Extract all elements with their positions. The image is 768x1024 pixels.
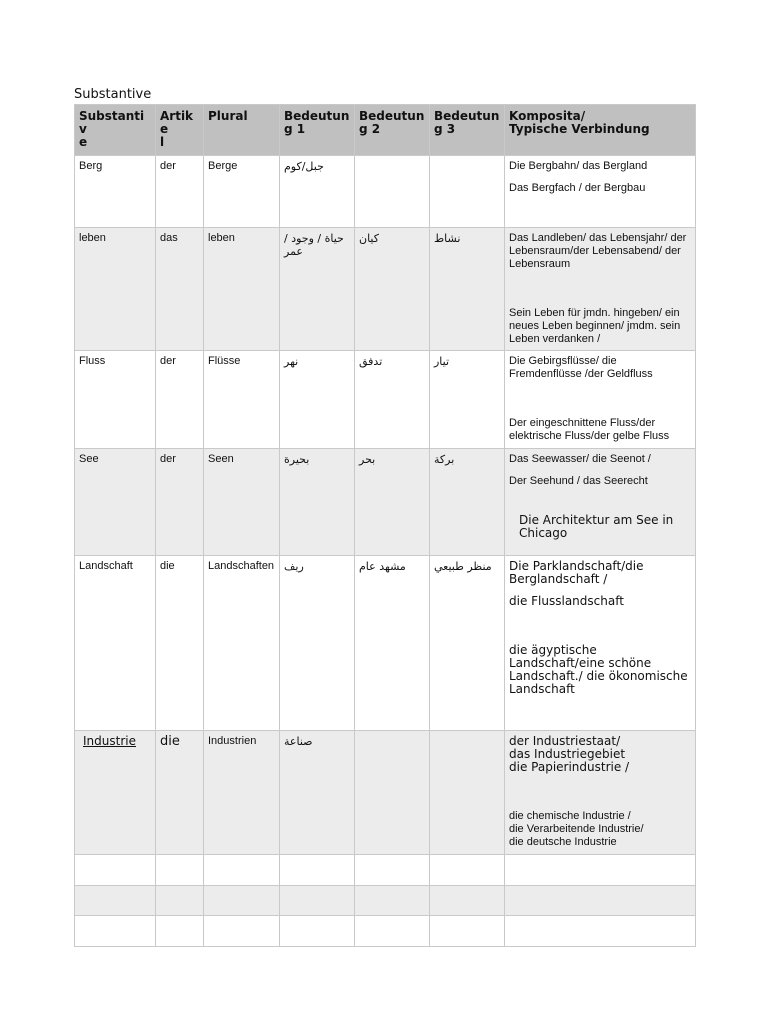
empty-row xyxy=(75,855,696,886)
table-row xyxy=(75,228,696,351)
cell-compounds: der Industriestaat/ das Industriegebiet die Papierindustrie / die chemische Industrie / die Verarbeitende Industrie/ die deutsche Industrie xyxy=(505,731,696,855)
cell-meaning-2: كيان xyxy=(355,228,430,351)
cell-article: das xyxy=(156,228,204,351)
cell-meaning-2 xyxy=(355,156,430,228)
cell-article: der xyxy=(156,351,204,449)
page-heading: Substantive xyxy=(74,87,152,102)
cell-meaning-3 xyxy=(430,731,505,855)
table-row xyxy=(75,156,696,228)
header-compounds: Komposita/ Typische Verbindung xyxy=(505,105,696,156)
cell-meaning-2: مشهد عام xyxy=(355,556,430,731)
cell-compounds: Die Parklandschaft/die Berglandschaft / die Flusslandschaft die ägyptische Landschaft/eine schöne Landschaft./ die ökonomische Landschaft xyxy=(505,556,696,731)
table-row xyxy=(75,556,696,731)
empty-row xyxy=(75,886,696,916)
cell-meaning-1: ريف xyxy=(280,556,355,731)
cell-word: Berg xyxy=(75,156,156,228)
cell-meaning-2: تدفق xyxy=(355,351,430,449)
cell-plural: leben xyxy=(204,228,280,351)
cell-meaning-1: بحيرة xyxy=(280,449,355,556)
header-article: Artike l xyxy=(156,105,204,156)
cell-plural: Berge xyxy=(204,156,280,228)
header-meaning-3: Bedeutun g 3 xyxy=(430,105,505,156)
cell-compounds: Das Landleben/ das Lebensjahr/ der Lebensraum/der Lebensabend/ der Lebensraum Sein Leben für jmdn. hingeben/ ein neues Leben beginnen/ jmdm. sein Leben verdanken / xyxy=(505,228,696,351)
cell-word: Industrie xyxy=(75,731,156,855)
cell-compounds: Die Gebirgsflüsse/ die Fremdenflüsse /der Geldfluss Der eingeschnittene Fluss/der elektrische Fluss/der gelbe Fluss xyxy=(505,351,696,449)
cell-meaning-3: بركة xyxy=(430,449,505,556)
cell-word: Landschaft xyxy=(75,556,156,731)
header-plural: Plural xyxy=(204,105,280,156)
empty-row xyxy=(75,916,696,947)
header-noun: Substantiv e xyxy=(75,105,156,156)
table-row xyxy=(75,731,696,855)
cell-article: der xyxy=(156,156,204,228)
header-meaning-2: Bedeutun g 2 xyxy=(355,105,430,156)
vocabulary-table xyxy=(74,104,696,947)
cell-compounds: Das Seewasser/ die Seenot / Der Seehund / das Seerecht Die Architektur am See in Chicago xyxy=(505,449,696,556)
cell-meaning-3 xyxy=(430,156,505,228)
cell-word: leben xyxy=(75,228,156,351)
cell-plural: Flüsse xyxy=(204,351,280,449)
cell-meaning-1: نهر xyxy=(280,351,355,449)
cell-meaning-3: منظر طبيعي xyxy=(430,556,505,731)
cell-meaning-3: نشاط xyxy=(430,228,505,351)
header-meaning-1: Bedeutun g 1 xyxy=(280,105,355,156)
cell-plural: Landschaften xyxy=(204,556,280,731)
cell-word: See xyxy=(75,449,156,556)
table-row xyxy=(75,449,696,556)
table-row xyxy=(75,351,696,449)
cell-plural: Seen xyxy=(204,449,280,556)
cell-meaning-3: تيار xyxy=(430,351,505,449)
cell-word: Fluss xyxy=(75,351,156,449)
cell-meaning-1: جبل/كوم xyxy=(280,156,355,228)
header-row xyxy=(75,105,696,156)
cell-plural: Industrien xyxy=(204,731,280,855)
cell-meaning-1: صناعة xyxy=(280,731,355,855)
cell-meaning-1: حياة / وجود / عمر xyxy=(280,228,355,351)
cell-article: die xyxy=(156,556,204,731)
cell-meaning-2 xyxy=(355,731,430,855)
cell-meaning-2: بحر xyxy=(355,449,430,556)
cell-article: die xyxy=(156,731,204,855)
cell-article: der xyxy=(156,449,204,556)
cell-compounds: Die Bergbahn/ das Bergland Das Bergfach / der Bergbau xyxy=(505,156,696,228)
